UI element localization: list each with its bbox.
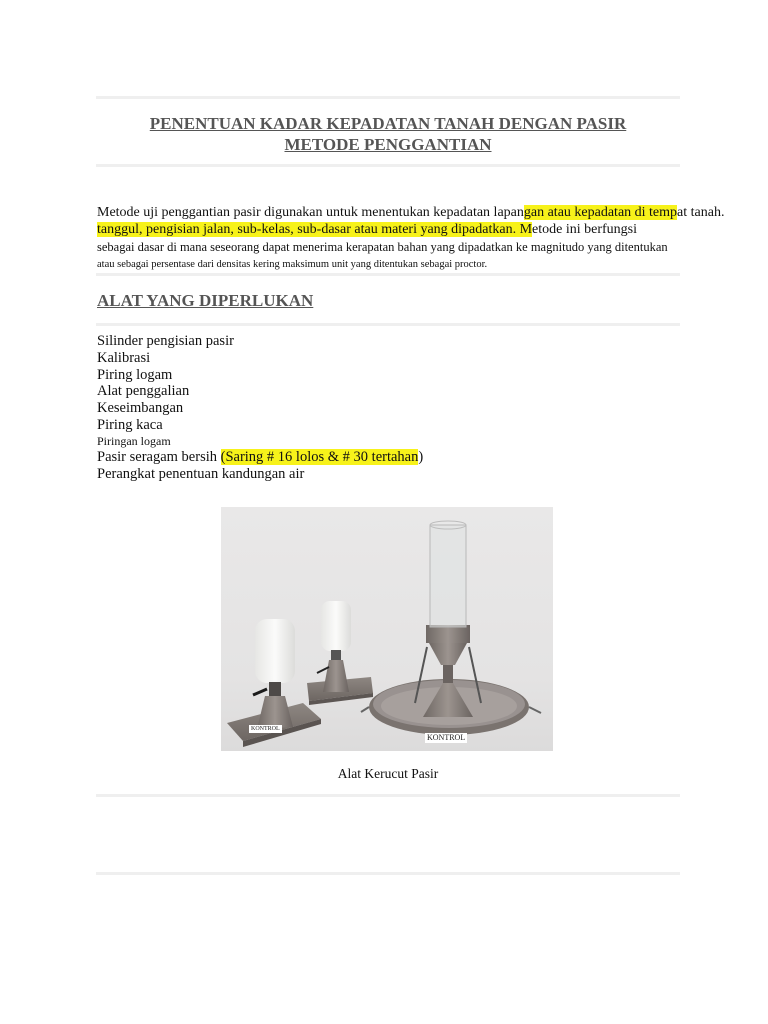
apparatus-illustration (221, 507, 553, 751)
intro-line-2 (97, 221, 717, 238)
intro-highlight: gan atau kepadatan di temp (523, 205, 678, 220)
page-title-line1: PENENTUAN KADAR KEPADATAN TANAH DENGAN PASIR (149, 114, 627, 133)
equipment-list (97, 333, 423, 482)
intro-line-4: atau sebagai persentase dari densitas kering maksimum unit yang ditentukan sebagai proctor. (97, 259, 488, 270)
list-item: Piring kaca (97, 416, 163, 433)
list-item: Alat penggalian (97, 383, 190, 400)
sand-cone-apparatus-image (221, 507, 553, 751)
bottle-left (253, 619, 295, 729)
list-item-text: Pasir seragam bersih (97, 448, 221, 465)
intro-paragraph (97, 204, 725, 272)
bottom-divider (96, 872, 680, 875)
intro-text: etode ini berfungsi (532, 222, 638, 237)
list-item-sand (97, 449, 423, 466)
page-title-line2: METODE PENGGANTIAN (284, 135, 492, 154)
section-divider (96, 323, 680, 326)
list-item: Perangkat penentuan kandungan air (97, 465, 305, 482)
list-item-highlight: (Saring # 16 lolos & # 30 tertahan (220, 448, 419, 465)
section-heading: ALAT YANG DIPERLUKAN (97, 291, 314, 310)
list-item-text: ) (418, 448, 424, 465)
page-title (96, 113, 680, 155)
bottle-middle (317, 601, 351, 692)
intro-highlight: tanggul, pengisian jalan, sub-kelas, sub-dasar atau materi yang dipadatkan. M (97, 222, 533, 237)
list-item: Keseimbangan (97, 400, 184, 417)
label-kontrol-right: KONTROL (427, 733, 466, 742)
label-kontrol-left: KONTROL (251, 726, 280, 732)
list-item: Piringan logam (97, 433, 171, 448)
intro-line-1 (97, 204, 725, 221)
intro-text: at tanah. (677, 205, 725, 220)
intro-divider (96, 273, 680, 276)
figure-divider (96, 794, 680, 797)
intro-text: Metode uji penggantian pasir digunakan untuk menentukan kepadatan lapan (97, 205, 524, 220)
list-item: Piring logam (97, 366, 173, 383)
figure-caption: Alat Kerucut Pasir (337, 766, 439, 781)
list-item: Kalibrasi (97, 349, 151, 366)
glass-cylinder (430, 521, 466, 627)
top-divider (96, 96, 680, 99)
title-divider (96, 164, 680, 167)
intro-line-3: sebagai dasar di mana seseorang dapat menerima kerapatan bahan yang dipadatkan ke magnitudo yang ditentukan (97, 240, 668, 254)
list-item: Silinder pengisian pasir (97, 333, 234, 349)
